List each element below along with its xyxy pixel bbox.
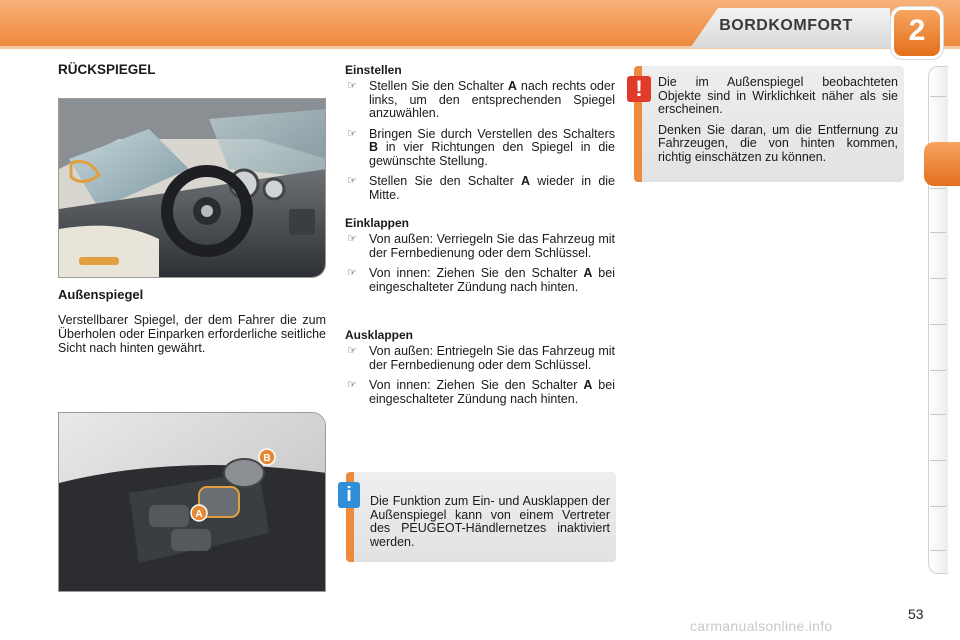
list-item: ☞ Von außen: Entriegeln Sie das Fahrzeug mit der Fernbedienung oder dem Schlüssel. [347,344,615,372]
list-item: ☞ Stellen Sie den Schalter A wieder in die Mitte. [347,174,616,202]
chapter-tab-divider [930,370,946,371]
chapter-title: BORDKOMFORT [719,17,853,34]
list-item: ☞ Von innen: Ziehen Sie den Schalter A bei eingeschalteter Zündung nach hinten. [347,266,615,294]
chapter-tab-divider [930,414,946,415]
warning-icon: ! [627,76,651,102]
label-b: B [263,453,271,464]
list-item: ☞ Stellen Sie den Schalter A nach rechts oder links, um den entsprechenden Spiegel anzuwählen. [347,79,615,120]
mirror-switch-photo [58,412,326,592]
chapter-tab-divider [930,96,946,97]
pointing-hand-icon: ☞ [347,175,357,187]
chapter-tab-divider [930,324,946,325]
pointing-hand-icon: ☞ [347,345,357,357]
info-text: Die Funktion zum Ein- und Ausklappen der Außenspiegel kann von einem Vertreter des PEUGEOT-Händlernetzes inaktiviert werden. [370,494,610,549]
info-icon: i [338,482,360,508]
warning-paragraph: Denken Sie daran, um die Entfernung zu Fahrzeugen, die von hinten kommen, richtig einschätzen zu können. [658,122,898,164]
section-title: RÜCKSPIEGEL [58,62,156,77]
chapter-tab-divider [930,188,946,189]
pointing-hand-icon: ☞ [347,233,357,245]
chapter-tab-active[interactable] [924,142,960,186]
page-number: 53 [908,606,924,622]
warning-paragraph: Die im Außenspiegel beobachteten Objekte sind in Wirklichkeit näher als sie erscheinen. [658,75,898,116]
chapter-tab-divider [930,506,946,507]
heading-einklappen: Einklappen [345,216,410,230]
chapter-tab-divider [930,460,946,461]
list-item: ☞ Von innen: Ziehen Sie den Schalter A bei eingeschalteter Zündung nach hinten. [347,378,615,406]
pointing-hand-icon: ☞ [347,379,357,391]
list-einstellen [345,80,615,209]
chapter-number: 2 [908,14,926,47]
watermark: carmanualsonline.info [690,618,833,634]
chapter-tab-divider [930,232,946,233]
pointing-hand-icon: ☞ [347,267,357,279]
sub-heading: Außenspiegel [58,287,144,302]
intro-paragraph: Verstellbarer Spiegel, der dem Fahrer die zum Überholen oder Einparken erforderliche seitliche Sicht nach hinten gewährt. [58,313,326,355]
pointing-hand-icon: ☞ [347,80,357,92]
label-a: A [195,509,203,520]
pointing-hand-icon: ☞ [347,127,357,140]
heading-ausklappen: Ausklappen [345,328,414,342]
list-ausklappen [345,345,615,413]
warning-text [658,76,898,171]
list-einklappen [345,233,615,301]
list-item: ☞ Bringen Sie durch Verstellen des Schalters B in vier Richtungen den Spiegel in die gewünschte Stellung. [347,126,615,168]
list-item: ☞ Von außen: Verriegeln Sie das Fahrzeug mit der Fernbedienung oder dem Schlüssel. [347,232,615,260]
heading-einstellen: Einstellen [345,63,402,77]
chapter-tab-divider [930,550,946,551]
car-interior-photo [58,98,326,278]
chapter-tab-divider [930,278,946,279]
